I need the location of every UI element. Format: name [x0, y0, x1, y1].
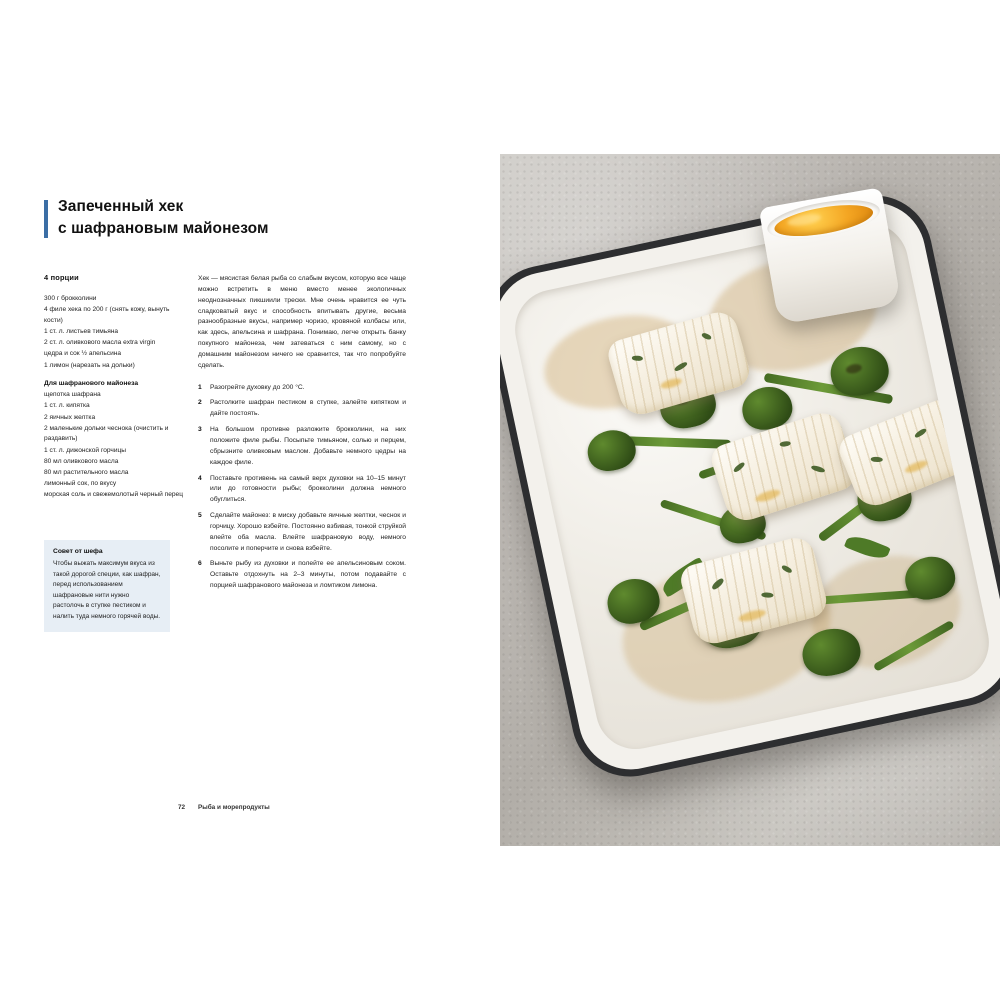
herb-flake: [914, 427, 928, 438]
chef-tip-title: Совет от шефа: [53, 548, 103, 555]
step-number: 6: [198, 560, 202, 568]
recipe-steps-list: [198, 383, 406, 592]
oil-drizzle: [738, 608, 767, 624]
step-text: Сделайте майонез: в миску добавьте яичные желтки, чеснок и горчицу. Хорошо взбейте. Постоянно взбивая, тонкой струйкой влейте оба масла. Влейте шафрановую воду, немного посолите и поперчите и снова взбейте.: [210, 512, 406, 552]
fish-fillet: [708, 408, 860, 525]
herb-flake: [674, 361, 689, 372]
herb-flake: [701, 332, 712, 341]
running-head-section: Рыба и морепродукты: [198, 804, 270, 811]
title-accent-rule: [44, 200, 48, 238]
list-item: лимонный сок, по вкусу: [44, 480, 117, 488]
step-text: Разогрейте духовку до 200 °C.: [210, 383, 305, 391]
list-item: 80 мл оливкового масла: [44, 457, 119, 465]
herb-flake: [761, 592, 773, 598]
list-item: 2 маленькие дольки чеснока (очистить и раздавить): [44, 424, 169, 443]
ingredients-column: [44, 294, 184, 501]
list-item: [198, 383, 406, 394]
ingredients-sub-list: [44, 390, 184, 501]
list-item: 2 яичных желтка: [44, 413, 96, 421]
herb-flake: [871, 457, 883, 463]
recipe-title-block: [44, 196, 358, 240]
step-number: 3: [198, 426, 202, 434]
herb-flake: [733, 461, 746, 473]
list-item: морская соль и свежемолотый черный перец: [44, 491, 183, 499]
list-item: 1 ст. л. кипятка: [44, 402, 90, 410]
page-number: 72: [178, 804, 186, 811]
ingredients-main-list: [44, 294, 184, 371]
herb-flake: [711, 577, 725, 591]
list-item: 1 ст. л. дижонской горчицы: [44, 446, 127, 454]
baking-tray: [500, 185, 1000, 788]
step-text: Растолките шафран пестиком в ступке, залейте кипятком и дайте постоять.: [210, 399, 406, 418]
list-item: 1 ст. л. листьев тимьяна: [44, 328, 119, 336]
list-item: [198, 425, 406, 468]
herb-flake: [811, 465, 826, 474]
oil-drizzle: [659, 377, 682, 391]
list-item: [198, 398, 406, 420]
page-title: [58, 196, 358, 240]
sauce-highlight: [787, 212, 822, 228]
ingredients-subsection-title: Для шафранового майонеза: [44, 380, 139, 388]
list-item: 300 г брокколини: [44, 295, 97, 302]
broccolini-floret: [584, 426, 639, 475]
chef-tip-box: [44, 540, 170, 632]
list-item: [198, 511, 406, 554]
step-number: 5: [198, 512, 202, 520]
list-item: [198, 559, 406, 592]
oil-drizzle: [754, 488, 782, 505]
herb-flake: [632, 355, 643, 361]
herb-flake: [781, 564, 793, 574]
list-item: щепотка шафрана: [44, 391, 101, 399]
chef-tip-text: Чтобы выжать максимум вкуса из такой дорогой специи, как шафран, перед использованием шафрановые нити нужно растолочь в ступке пестиком и налить туда немного горячей воды.: [53, 560, 161, 620]
step-number: 4: [198, 474, 202, 482]
servings-label: 4 порции: [44, 273, 79, 282]
step-text: Выньте рыбу из духовки и полейте ее апельсиновым соком. Оставьте отдохнуть на 2–3 минуты, потом подавайте с порцией шафранового майонеза и ломтиком лимона.: [210, 560, 406, 590]
step-text: Поставьте противень на самый верх духовки на 10–15 минут или до готовности рыбы; брокколини должна немного обуглиться.: [210, 474, 406, 504]
list-item: 80 мл растительного масла: [44, 468, 129, 476]
list-item: 2 ст. л. оливкового масла extra virgin: [44, 339, 156, 347]
herb-flake: [779, 441, 791, 447]
recipe-title-line-1: Запеченный хек: [58, 198, 184, 215]
recipe-photo: [500, 154, 1000, 846]
recipe-title-line-2: с шафрановым майонезом: [58, 220, 269, 237]
step-number: 2: [198, 399, 202, 407]
list-item: 4 филе хека по 200 г (снять кожу, вынуть кости): [44, 306, 170, 324]
oil-drizzle: [904, 458, 929, 474]
step-number: 1: [198, 383, 202, 391]
sauce-bowl: [759, 187, 902, 325]
method-column: [198, 274, 406, 597]
recipe-intro: Хек — мясистая белая рыба со слабым вкусом, которую все чаще можно встретить в меню вместо менее экологичных неоднозначных пикшиили трески. Мне очень нравится ее чуть сладковатый вкус и способность впитывать другие, весьма разнообразные вкусы, например чоризо, кровяной колбасы или, как здесь, апельсина и шафрана. Понимаю, легче открыть банку покупного майонеза, чем затеваться с ним самому, но с домашним майонезом ничего не сравнится, так что попробуйте сделать.: [198, 275, 406, 369]
list-item: 1 лимон (нарезать на дольки): [44, 361, 135, 369]
list-item: цедра и сок ½ апельсина: [44, 350, 122, 358]
step-text: На большом противне разложите брокколини, на них положите филе рыбы. Посыпьте тимьяном, солью и перцем, сбрызните оливковым маслом. Добавьте немного цедры на каждое филе.: [210, 426, 406, 466]
list-item: [198, 474, 406, 507]
